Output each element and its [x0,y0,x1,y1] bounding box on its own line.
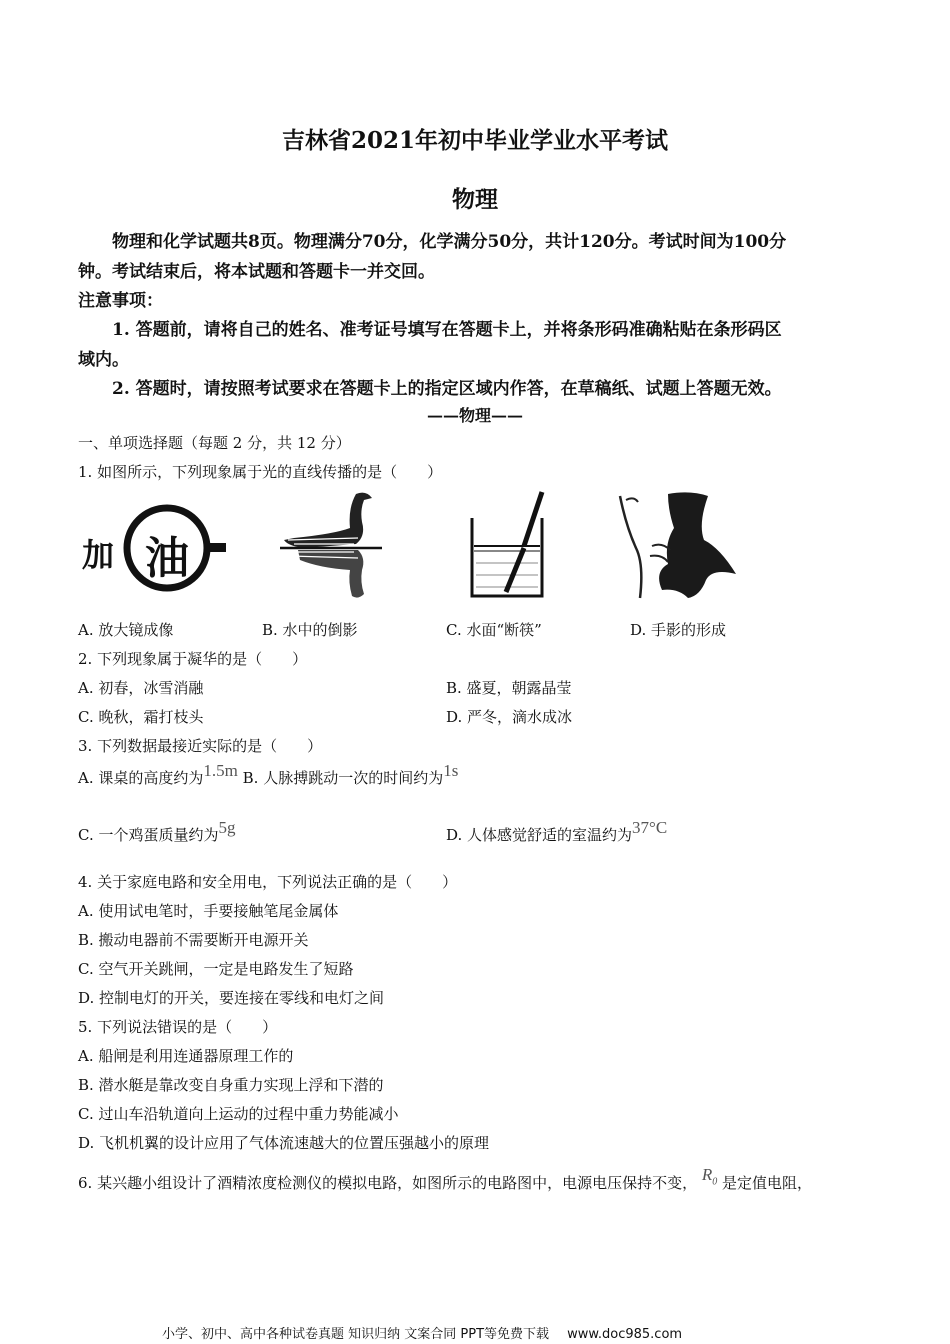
q4-option-b: B. 搬动电器前不需要断开电源开关 [78,931,309,949]
q3-option-d-text: D. 人体感觉舒适的室温约为 [446,826,633,844]
q2-option-d: D. 严冬，滴水成冰 [446,708,573,726]
q3-option-b-unit: 1s [443,761,459,780]
bird-reflection-icon [278,488,388,608]
q3-option-a [78,761,459,788]
q4-option-c: C. 空气开关跳闸，一定是电路发生了短路 [78,960,354,978]
q1-option-d: D. 手影的形成 [630,621,727,639]
section-divider: ——物理—— [426,406,523,425]
q2-option-c: C. 晚秋，霜打枝头 [78,708,204,726]
q6-symbol-letter: R [701,1165,713,1184]
footer-site-link[interactable]: www.doc985.com [567,1327,683,1342]
beaker-chopstick-icon [466,488,556,608]
q5-option-c: C. 过山车沿轨道向上运动的过程中重力势能减小 [78,1105,399,1123]
q3-option-a-unit: 1.5m [203,761,238,780]
section-heading: 一、单项选择题（每题 2 分，共 12 分） [78,434,351,452]
q3-option-b-text: B. 人脉搏跳动一次的时间约为 [242,769,444,787]
q1-option-c: C. 水面“断筷” [446,621,542,639]
q2-option-b: B. 盛夏，朝露晶莹 [446,679,572,697]
q2-option-a: A. 初春，冰雪消融 [78,679,204,697]
q5-option-d: D. 飞机机翼的设计应用了气体流速越大的位置压强越小的原理 [78,1134,490,1152]
hand-shadow-icon [612,490,742,605]
q3-option-a-text: A. 课桌的高度约为 [78,769,204,787]
q6-symbol [701,1165,718,1188]
q4-option-d: D. 控制电灯的开关，要连接在零线和电灯之间 [78,989,385,1007]
q1-figure-a [80,498,230,598]
q5-option-a: A. 船闸是利用连通器原理工作的 [78,1047,294,1065]
note-2: 2. 答题时，请按照考试要求在答题卡上的指定区域内作答，在草稿纸、试题上答题无效。 [112,379,782,399]
q1-option-a: A. 放大镜成像 [78,621,174,639]
q2-stem: 2. 下列现象属于凝华的是（ ） [78,650,308,668]
note-1-line-2: 域内。 [78,350,129,370]
footer [162,1323,682,1342]
q4-option-a: A. 使用试电笔时，手要接触笔尾金属体 [78,902,339,920]
page-title: 吉林省2021年初中毕业学业水平考试 [281,127,668,154]
intro-line-2: 钟。考试结束后，将本试题和答题卡一并交回。 [78,262,435,282]
intro-line-1: 物理和化学试题共8页。物理满分70分，化学满分50分，共计120分。考试时间为100分 [112,232,787,252]
q3-stem: 3. 下列数据最接近实际的是（ ） [78,737,323,755]
q3-option-c-text: C. 一个鸡蛋质量约为 [78,826,219,844]
q6-stem-after: 是定值电阻， [722,1174,813,1192]
q6-stem-before: 6. 某兴趣小组设计了酒精浓度检测仪的模拟电路，如图所示的电路图中，电源电压保持不变， [78,1174,698,1192]
q3-option-d [446,818,668,845]
q1-fig-a-circle-char: 油 [145,533,189,584]
q5-option-b: B. 潜水艇是靠改变自身重力实现上浮和下潜的 [78,1076,384,1094]
q5-stem: 5. 下列说法错误的是（ ） [78,1018,278,1036]
q6-stem [78,1165,813,1195]
notes-title: 注意事项： [78,291,163,311]
subject-title: 物理 [452,186,498,213]
q1-option-b: B. 水中的倒影 [262,621,358,639]
note-1-line-1: 1. 答题前，请将自己的姓名、准考证号填写在答题卡上，并将条形码准确粘贴在条形码区 [112,320,782,340]
q6-symbol-subscript: 0 [712,1176,718,1188]
q4-stem: 4. 关于家庭电路和安全用电，下列说法正确的是（ ） [78,873,458,891]
q1-stem: 1. 如图所示，下列现象属于光的直线传播的是（ ） [78,463,443,481]
q1-fig-a-label: 加 [82,536,115,574]
footer-text: 小学、初中、高中各种试卷真题 知识归纳 文案合同 PPT等免费下载 [162,1327,550,1342]
q3-option-c [78,818,236,845]
q3-option-c-unit: 5g [218,818,236,837]
q3-option-d-unit: 37°C [632,818,668,837]
